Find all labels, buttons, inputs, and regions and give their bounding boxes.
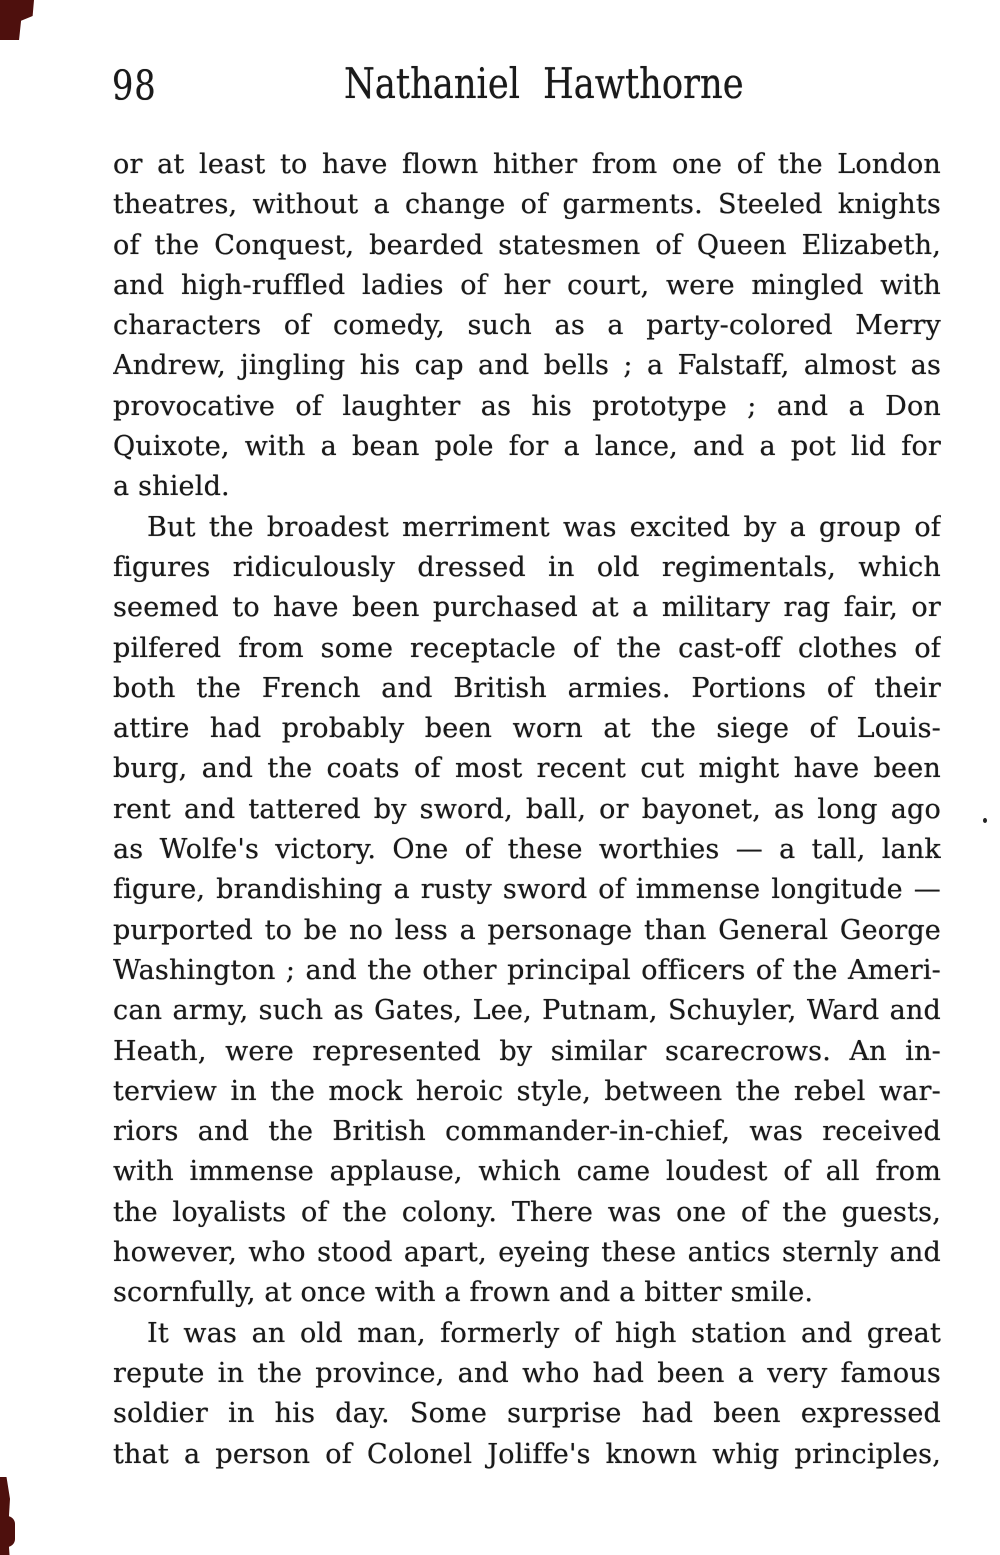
text-line: the loyalists of the colony. There was one of the guests, [113, 1196, 941, 1228]
body-text-block [113, 145, 941, 1475]
text-line: attire had probably been worn at the siege of Louis- [113, 713, 941, 745]
text-line: purported to be no less a personage than General George [113, 914, 941, 946]
page-number: 98 [112, 62, 157, 110]
text-line: Andrew, jingling his cap and bells ; a Falstaff, almost as [113, 350, 941, 382]
scan-stain-bottom-left-bump [0, 1516, 15, 1547]
text-line: soldier in his day. Some surprise had been expressed [113, 1398, 941, 1430]
text-line: or at least to have flown hither from one of the London [113, 149, 941, 180]
text-line: figure, brandishing a rusty sword of immense longitude — [113, 874, 941, 906]
text-line: seemed to have been purchased at a military rag fair, or [113, 592, 941, 624]
text-line: riors and the British commander-in-chief, was received [113, 1116, 941, 1148]
text-line: Washington ; and the other principal officers of the Ameri- [113, 954, 941, 986]
text-line: Heath, were represented by similar scarecrows. An in- [113, 1035, 941, 1067]
text-line: figures ridiculously dressed in old regimentals, which [113, 551, 941, 583]
text-line: can army, such as Gates, Lee, Putnam, Schuyler, Ward and [113, 995, 941, 1027]
text-line: both the French and British armies. Portions of their [113, 672, 941, 704]
text-line: Quixote, with a bean pole for a lance, and a pot lid for [113, 431, 941, 463]
text-line: rent and tattered by sword, ball, or bayonet, as long ago [113, 793, 941, 825]
running-header: Nathaniel Hawthorne [344, 59, 744, 108]
text-line: pilfered from some receptacle of the cast-off clothes of [113, 632, 941, 664]
text-line: a shield. [113, 471, 230, 503]
scan-stain-top-left [0, 0, 34, 40]
text-line: however, who stood apart, eyeing these antics sternly and [113, 1237, 941, 1269]
text-line: But the broadest merriment was excited by a group of [147, 511, 941, 543]
text-line: characters of comedy, such as a party-colored Merry [113, 310, 941, 342]
text-line: provocative of laughter as his prototype ; and a Don [113, 390, 941, 422]
text-line: terview in the mock heroic style, between the rebel war- [113, 1075, 941, 1107]
text-line: and high-ruffled ladies of her court, were mingled with [113, 269, 941, 301]
text-line: repute in the province, and who had been a very famous [113, 1357, 941, 1389]
text-line: It was an old man, formerly of high station and great [147, 1317, 941, 1349]
text-line: of the Conquest, bearded statesmen of Queen Elizabeth, [113, 229, 941, 261]
text-line: that a person of Colonel Joliffe's known whig principles, [113, 1438, 941, 1470]
text-line: scornfully, at once with a frown and a bitter smile. [113, 1277, 814, 1309]
text-line: with immense applause, which came loudest of all from [113, 1156, 941, 1188]
text-line: as Wolfe's victory. One of these worthies — a tall, lank [113, 834, 941, 866]
ink-speck [983, 818, 987, 823]
text-line: burg, and the coats of most recent cut might have been [113, 753, 941, 785]
text-line: theatres, without a change of garments. Steeled knights [113, 189, 941, 221]
